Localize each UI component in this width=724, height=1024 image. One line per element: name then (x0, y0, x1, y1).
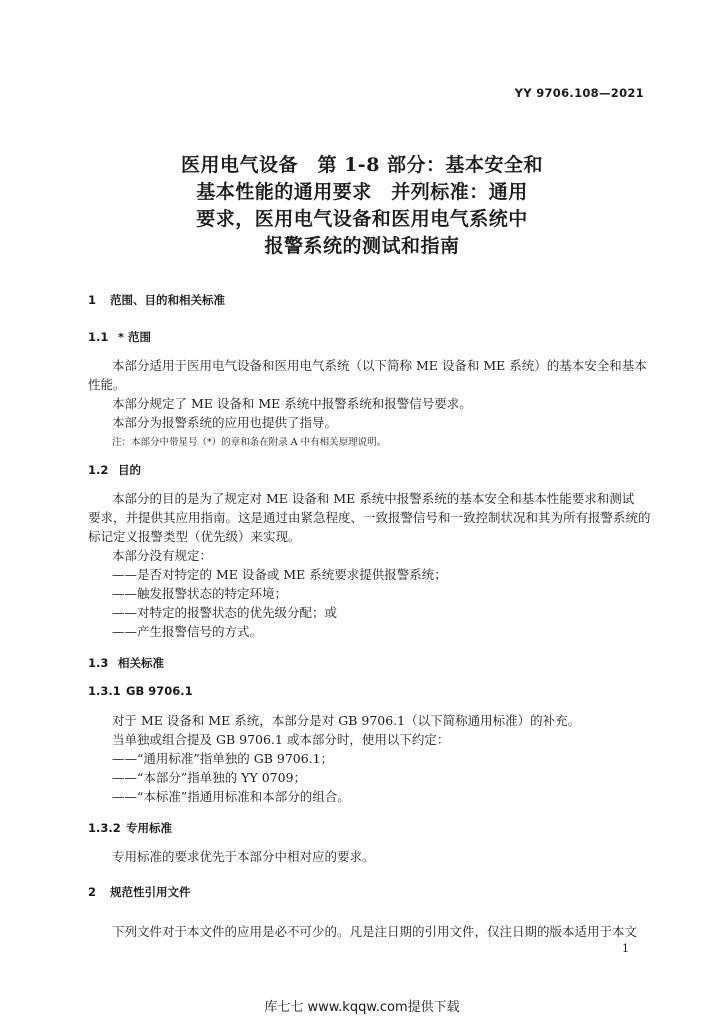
section-number: 1 (88, 293, 97, 307)
paragraph-line: 当单独或组合提及 GB 9706.1 或本部分时，使用以下约定： (112, 732, 450, 747)
list-item: ——对特定的报警状态的优先级分配；或 (112, 605, 338, 620)
list-item: ——“本标准”指通用标准和本部分的组合。 (112, 789, 350, 804)
title-line-2: 基本性能的通用要求 并列标准：通用 (196, 181, 528, 203)
paragraph-line: 本部分适用于医用电气设备和医用电气系统（以下简称 ME 设备和 ME 系统）的基本安全和基本 (112, 358, 647, 373)
section-number: 1.3.1 (88, 684, 121, 698)
section-number: 1.1 (88, 330, 109, 344)
section-1-3-1-heading (88, 684, 193, 698)
section-title: 专用标准 (126, 821, 172, 835)
section-title: 范围、目的和相关标准 (110, 293, 225, 307)
paragraph-line: 本部分的目的是为了规定对 ME 设备和 ME 系统中报警系统的基本安全和基本性能要求和测试 (112, 491, 635, 506)
note: 注：本部分中带星号（*）的章和条在附录 A 中有相关原理说明。 (112, 437, 387, 448)
list-item: ——产生报警信号的方式。 (112, 624, 263, 639)
title-line-4: 报警系统的测试和指南 (264, 235, 460, 257)
section-1-2-heading (88, 462, 141, 478)
paragraph-line: 本部分没有规定： (112, 548, 213, 563)
section-number: 1.3 (88, 656, 109, 670)
section-title: * 范围 (118, 330, 152, 344)
list-item: ——触发报警状态的特定环境； (112, 586, 288, 601)
title-line-3: 要求，医用电气设备和医用电气系统中 (196, 208, 528, 230)
paragraph-line: 下列文件对于本文件的应用是必不可少的。凡是注日期的引用文件，仅注日期的版本适用于本文 (112, 924, 638, 939)
list-item: ——是否对特定的 ME 设备或 ME 系统要求提供报警系统； (112, 567, 447, 582)
title-line-1: 医用电气设备 第 1-8 部分：基本安全和 (180, 154, 544, 176)
footer-text: 库七七 www.kqqw.com提供下载 (264, 1000, 460, 1015)
section-number: 2 (88, 885, 97, 899)
standard-number: YY 9706.108—2021 (514, 86, 644, 100)
paragraph-line: 性能。 (88, 377, 126, 392)
paragraph-line: 要求，并提供其应用指南。这是通过由紧急程度、一致报警信号和一致控制状况和其为所有报警系统的 (88, 510, 651, 525)
list-item: ——“本部分”指单独的 YY 0709； (112, 770, 307, 785)
section-2-heading (88, 884, 191, 900)
section-title: GB 9706.1 (126, 684, 193, 698)
list-item: ——“通用标准”指单独的 GB 9706.1； (112, 751, 334, 766)
paragraph-line: 标记定义报警类型（优先级）来实现。 (88, 529, 301, 544)
section-1-3-2-heading (88, 820, 172, 836)
section-1-heading (88, 292, 225, 308)
section-number: 1.3.2 (88, 821, 121, 835)
section-1-3-heading (88, 655, 164, 671)
paragraph-line: 本部分为报警系统的应用也提供了指导。 (112, 415, 338, 430)
paragraph-line: 专用标准的要求优先于本部分中相对应的要求。 (112, 849, 375, 864)
section-1-1-heading (88, 329, 151, 345)
section-title: 相关标准 (118, 656, 164, 670)
page-number: 1 (622, 942, 629, 955)
paragraph-line: 对于 ME 设备和 ME 系统，本部分是对 GB 9706.1（以下简称通用标准）的补充。 (112, 713, 581, 728)
section-title: 规范性引用文件 (110, 885, 191, 899)
paragraph-line: 本部分规定了 ME 设备和 ME 系统中报警系统和报警信号要求。 (112, 396, 472, 411)
section-number: 1.2 (88, 463, 109, 477)
section-title: 目的 (118, 463, 141, 477)
